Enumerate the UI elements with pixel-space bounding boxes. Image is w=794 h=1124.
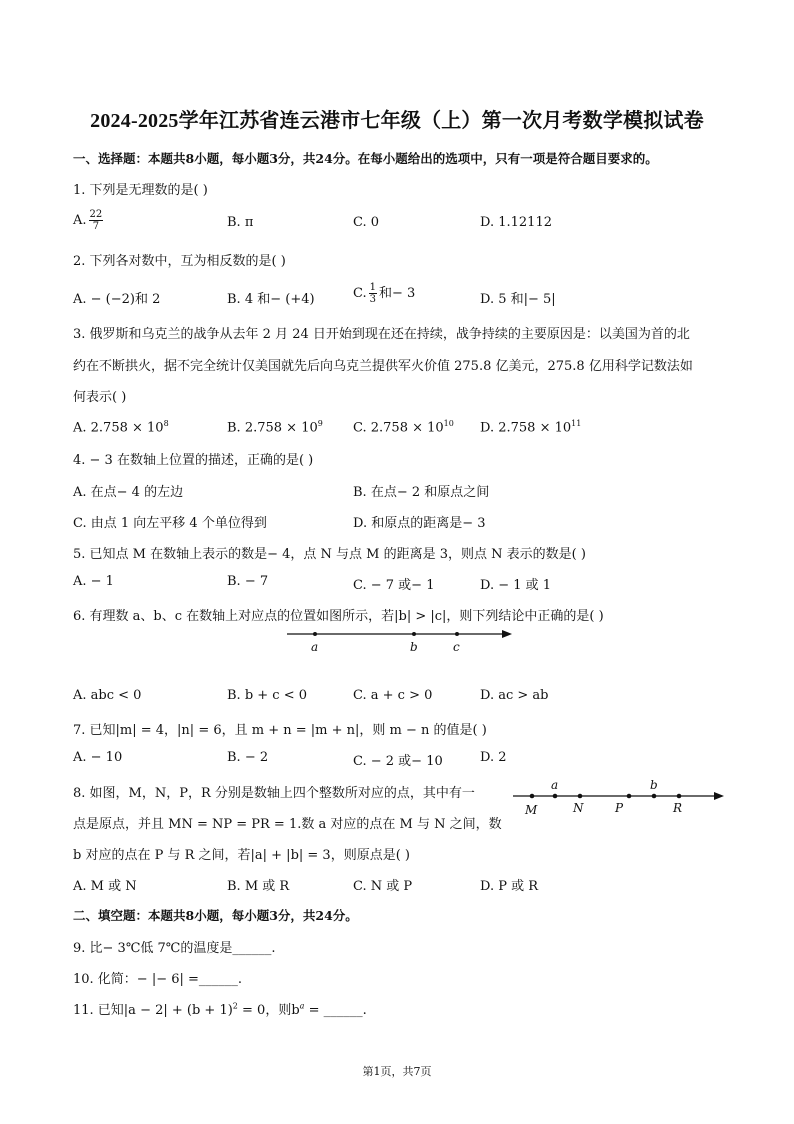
question-2-option-a: A. − (−2)和 2 — [73, 292, 161, 307]
point-c — [455, 632, 459, 636]
label-b: b — [650, 778, 658, 792]
question-6-option-d: D. ac > ab — [480, 688, 549, 703]
question-6-option-a: A. abc < 0 — [73, 688, 142, 703]
question-4-option-a: A. 在点− 4 的左边 — [73, 485, 184, 500]
question-8-option-c: C. N 或 P — [353, 879, 413, 894]
question-8-number-line — [505, 774, 730, 818]
question-1-option-c: C. 0 — [353, 215, 380, 230]
question-7-option-a: A. − 10 — [73, 750, 123, 765]
question-3-option-c: C. $2.758 \times 10^{10}$ — [353, 419, 454, 436]
label-n: N — [573, 801, 584, 815]
question-9: 9. 比− 3℃低 7℃的温度是______. — [73, 941, 276, 956]
label-a: a — [551, 778, 559, 792]
question-4-option-c: C. 由点 1 向左平移 4 个单位得到 — [73, 516, 267, 531]
question-11: 11. 已知$|a - 2| + (b + 1)^2 = 0$，则$b^a$ = ______. — [73, 1001, 367, 1018]
question-3-option-d: D. $2.758 \times 10^{11}$ — [480, 419, 582, 436]
question-5-option-d: D. − 1 或 1 — [480, 578, 552, 593]
question-10: 10. 化简：− |− 6| =______. — [73, 972, 243, 987]
point-p — [627, 794, 632, 799]
question-2-stem: 2. 下列各对数中，互为相反数的是( ) — [73, 254, 286, 269]
question-5-option-c: C. − 7 或− 1 — [353, 578, 435, 593]
question-3-line-1: 3. 俄罗斯和乌克兰的战争从去年 2 月 24 日开始到现在还在持续，战争持续的主要原因是：以美国为首的北 — [73, 327, 690, 342]
question-2-option-d: D. 5 和|− 5| — [480, 292, 556, 307]
page-footer: 第1页，共7页 — [362, 1065, 432, 1078]
label-a: a — [311, 640, 319, 654]
question-7-option-b: B. − 2 — [227, 750, 269, 765]
question-4-stem: 4. − 3 在数轴上位置的描述，正确的是( ) — [73, 453, 314, 468]
question-3-line-2: 约在不断拱火，据不完全统计仅美国就先后向乌克兰提供军火价值 275.8 亿美元，275.8 亿用科学记数法如 — [73, 359, 693, 374]
label-m: M — [525, 803, 538, 817]
question-6-number-line — [280, 624, 520, 660]
section-choice-heading: 一、选择题：本题共8小题，每小题3分，共24分。在每小题给出的选项中，只有一项是符合题目要求的。 — [73, 151, 658, 166]
question-8-option-b: B. M 或 R — [227, 879, 290, 894]
question-8-option-a: A. M 或 N — [73, 879, 137, 894]
question-2-option-b: B. 4 和− (+4) — [227, 292, 315, 307]
number-line-arrow — [714, 792, 724, 800]
question-7-option-c: C. − 2 或− 10 — [353, 754, 443, 769]
question-7-stem: 7. 已知|m| = 4，|n| = 6，且 m + n = |m + n|，则 m − n 的值是( ) — [73, 723, 487, 738]
question-2-option-c: C. $\frac{1}{3}$ 和− 3 — [353, 282, 416, 305]
question-8-line-2: 点是原点，并且 MN = NP = PR = 1.数 a 对应的点在 M 与 N 之间，数 — [73, 817, 502, 832]
question-5-option-b: B. − 7 — [227, 574, 269, 589]
point-a — [313, 632, 317, 636]
question-6-stem: 6. 有理数 a、b、c 在数轴上对应点的位置如图所示，若|b| > |c|，则下列结论中正确的是( ) — [73, 609, 604, 624]
question-3-option-a: A. $2.758 \times 10^8$ — [73, 419, 169, 436]
question-1-option-d: D. 1.12112 — [480, 215, 552, 230]
label-b: b — [410, 640, 418, 654]
point-r — [677, 794, 682, 799]
page-title: 2024-2025学年江苏省连云港市七年级（上）第一次月考数学模拟试卷 — [90, 110, 704, 132]
label-c: c — [453, 640, 460, 654]
question-7-option-d: D. 2 — [480, 750, 507, 765]
question-8-line-3: b 对应的点在 P 与 R 之间，若|a| + |b| = 3，则原点是( ) — [73, 848, 410, 863]
question-1-option-b: B. π — [227, 215, 254, 230]
point-b — [652, 794, 657, 799]
point-n — [578, 794, 583, 799]
question-6-option-b: B. b + c < 0 — [227, 688, 308, 703]
point-b — [412, 632, 416, 636]
question-3-line-3: 何表示( ) — [73, 390, 127, 405]
question-4-option-d: D. 和原点的距离是− 3 — [353, 516, 486, 531]
question-5-stem: 5. 已知点 M 在数轴上表示的数是− 4，点 N 与点 M 的距离是 3，则点 N 表示的数是( ) — [73, 547, 586, 562]
label-p: P — [615, 801, 624, 815]
question-4-option-b: B. 在点− 2 和原点之间 — [353, 485, 490, 500]
label-r: R — [673, 801, 683, 815]
question-1-option-a: A. $\frac{22}{7}$ — [73, 209, 103, 232]
question-1-stem: 1. 下列是无理数的是( ) — [73, 183, 208, 198]
question-8-line-1: 8. 如图，M，N，P，R 分别是数轴上四个整数所对应的点，其中有一 — [73, 786, 475, 801]
question-5-option-a: A. − 1 — [73, 574, 114, 589]
section-fill-heading: 二、填空题：本题共8小题，每小题3分，共24分。 — [73, 908, 358, 923]
point-m — [530, 794, 535, 799]
question-3-option-b: B. $2.758 \times 10^9$ — [227, 419, 323, 436]
number-line-arrow — [502, 630, 512, 638]
question-8-option-d: D. P 或 R — [480, 879, 539, 894]
point-a — [553, 794, 558, 799]
question-6-option-c: C. a + c > 0 — [353, 688, 433, 703]
